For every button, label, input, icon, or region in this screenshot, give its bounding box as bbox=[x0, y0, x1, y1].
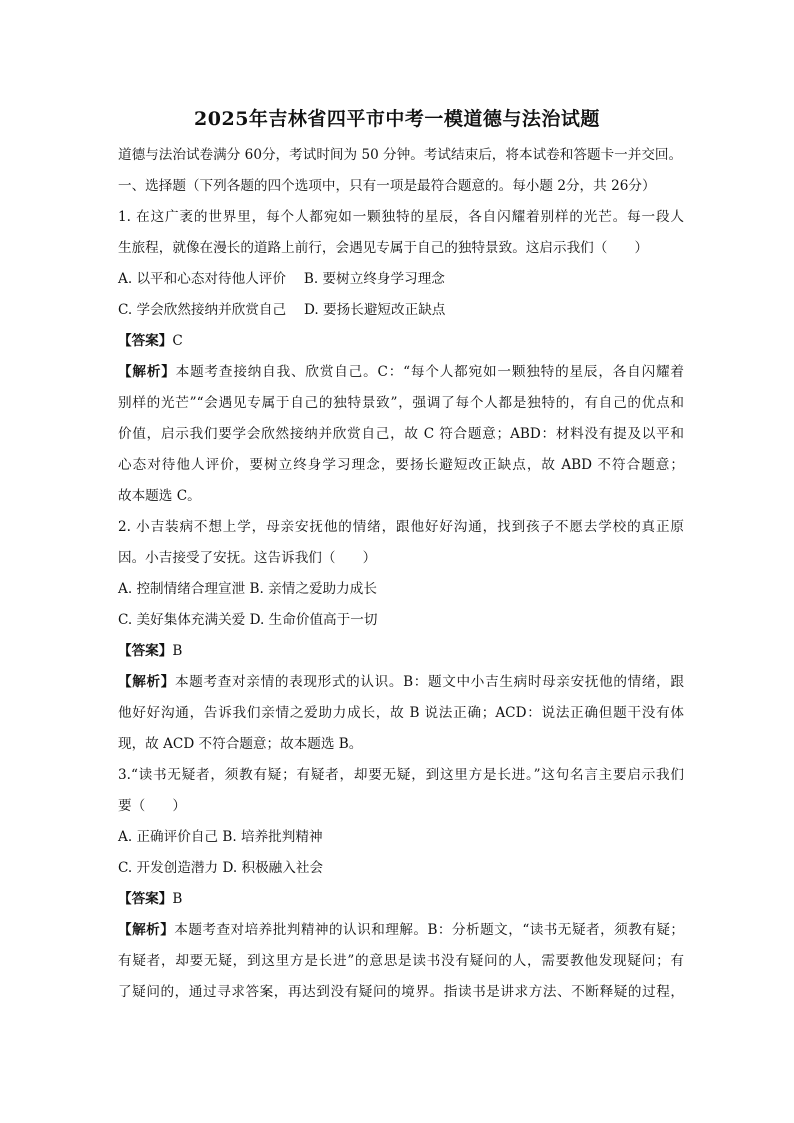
analysis-label: 【解析】 bbox=[118, 364, 176, 380]
answer-value: B bbox=[172, 891, 183, 907]
analysis-label: 【解析】 bbox=[118, 674, 176, 690]
question-3-options-line-2: C. 开发创造潜力 D. 积极融入社会 bbox=[118, 860, 324, 876]
answer-label: 【答案】 bbox=[118, 891, 173, 907]
question-2-stem-line-2: 因。小吉接受了安抚。这告诉我们（ ） bbox=[118, 550, 377, 566]
question-1-answer bbox=[118, 332, 684, 350]
question-3-analysis-line-3: 了疑问的，通过寻求答案，再达到没有疑问的境界。指读书是讲求方法、不断释疑的过程， bbox=[118, 984, 684, 1000]
question-2-options-line-1: A. 控制情绪合理宣泄 B. 亲情之爱助力成长 bbox=[118, 581, 377, 597]
analysis-text: 本题考查对培养批判精神的认识和理解。B：分析题文，“读书无疑者，须教有疑； bbox=[174, 922, 684, 938]
question-2-analysis-line-3: 现，故 ACD 不符合题意；故本题选 B。 bbox=[118, 736, 363, 752]
question-1-stem-line-1: 1. 在这广袤的世界里，每个人都宛如一颗独特的星辰，各自闪耀着别样的光芒。每一段人 bbox=[118, 209, 684, 225]
page-title: 2025年吉林省四平市中考一模道德与法治试题 bbox=[194, 108, 600, 130]
analysis-text: 本题考查对亲情的表现形式的认识。B：题文中小吉生病时母亲安抚他的情绪，跟 bbox=[175, 674, 684, 690]
question-3-stem-line-1: 3.“读书无疑者，须教有疑；有疑者，却要无疑，到这里方是长进。”这句名言主要启示我们 bbox=[118, 767, 684, 783]
analysis-label: 【解析】 bbox=[118, 922, 175, 938]
question-1-analysis-line-5: 故本题选 C。 bbox=[118, 488, 201, 504]
question-1-analysis-line-4: 心态对待他人评价，要树立终身学习理念，要扬长避短改正缺点，故 ABD 不符合题意； bbox=[118, 457, 684, 473]
section-heading: 一、选择题（下列各题的四个选项中，只有一项是最符合题意的。每小题 2分，共 26分） bbox=[118, 178, 656, 194]
question-1-options-line-2: C. 学会欣然接纳并欣赏自己 D. 要扬长避短改正缺点 bbox=[118, 302, 446, 318]
analysis-text: 本题考查接纳自我、欣赏自己。C：“每个人都宛如一颗独特的星辰，各自闪耀着 bbox=[175, 364, 684, 380]
question-1-analysis-line-1 bbox=[118, 363, 684, 381]
question-1-stem-line-2: 生旅程，就像在漫长的道路上前行，会遇见专属于自己的独特景致。这启示我们（ ） bbox=[118, 240, 649, 256]
answer-label: 【答案】 bbox=[118, 333, 173, 349]
question-3-stem-line-2: 要（ ） bbox=[118, 798, 186, 814]
question-3-analysis-line-1 bbox=[118, 921, 684, 939]
question-2-answer bbox=[118, 642, 684, 660]
question-3-options-line-1: A. 正确评价自己 B. 培养批判精神 bbox=[118, 829, 323, 845]
question-1-analysis-line-2: 别样的光芒”“会遇见专属于自己的独特景致”，强调了每个人都是独特的，有自己的优点和 bbox=[118, 395, 684, 411]
question-3-analysis-line-2: 有疑者，却要无疑，到这里方是长进”的意思是读书没有疑问的人，需要教他发现疑问；有 bbox=[118, 953, 684, 969]
question-2-analysis-line-2: 他好好沟通，告诉我们亲情之爱助力成长，故 B 说法正确；ACD：说法正确但题干没有体 bbox=[118, 705, 684, 721]
question-1-options-line-1: A. 以平和心态对待他人评价 B. 要树立终身学习理念 bbox=[118, 271, 445, 287]
question-2-options-line-2: C. 美好集体充满关爱 D. 生命价值高于一切 bbox=[118, 612, 378, 628]
exam-intro: 道德与法治试卷满分 60分，考试时间为 50 分钟。考试结束后，将本试卷和答题卡一并交回。 bbox=[118, 147, 683, 163]
answer-value: C bbox=[172, 333, 183, 349]
question-2-analysis-line-1 bbox=[118, 673, 684, 691]
question-2-stem-line-1: 2. 小吉装病不想上学，母亲安抚他的情绪，跟他好好沟通，找到孩子不愿去学校的真正原 bbox=[118, 519, 684, 535]
answer-value: B bbox=[172, 643, 183, 659]
answer-label: 【答案】 bbox=[118, 643, 173, 659]
question-1-analysis-line-3: 价值，启示我们要学会欣然接纳并欣赏自己，故 C 符合题意；ABD：材料没有提及以平和 bbox=[118, 426, 684, 442]
question-3-answer bbox=[118, 890, 684, 908]
